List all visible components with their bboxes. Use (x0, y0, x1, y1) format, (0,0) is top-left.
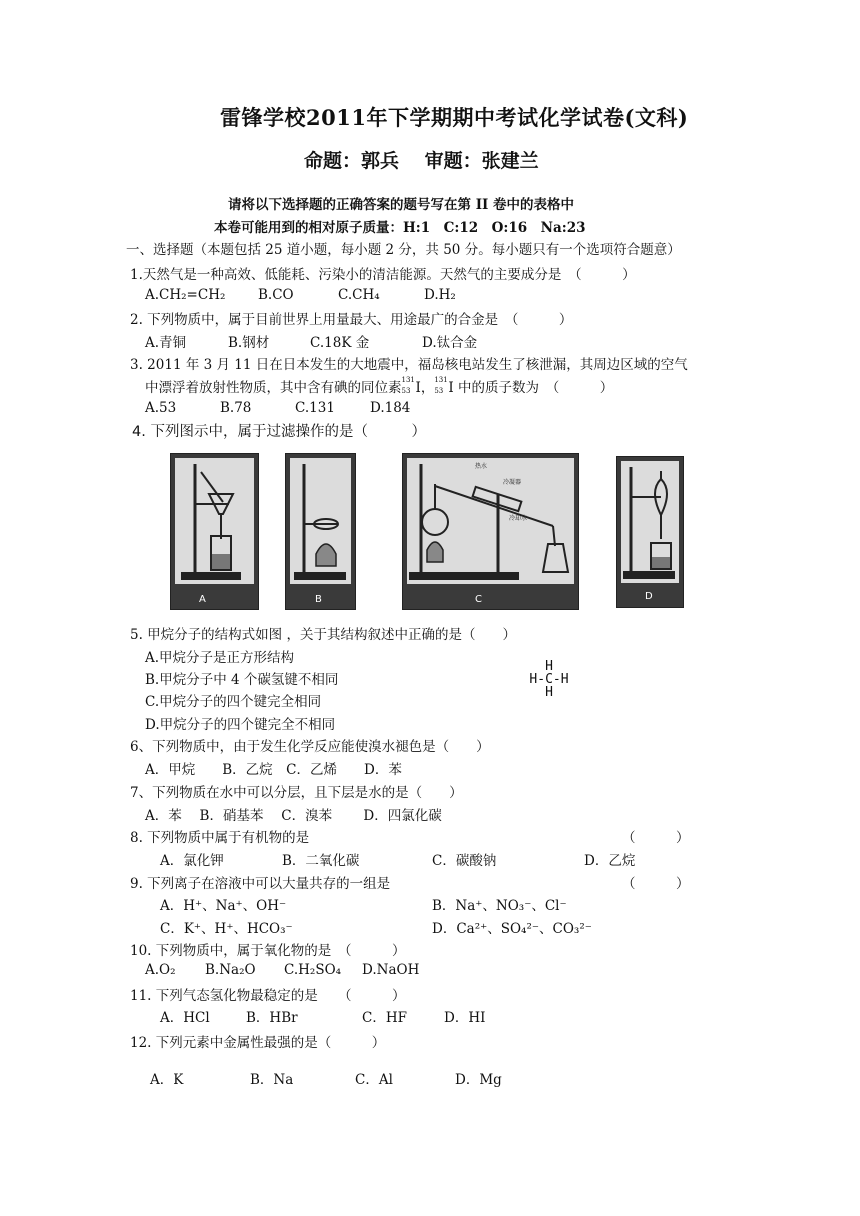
q11-option-b: B．HBr (246, 1010, 298, 1026)
q1-option-a: A.CH₂=CH₂ (145, 287, 226, 303)
q8-option-a: A．氯化钾 (160, 853, 224, 869)
apparatus-photo-d (616, 456, 684, 608)
q9-answer-paren: （ ） (622, 876, 690, 892)
q5-option-b: B.甲烷分子中 4 个碳氢键不相同 (145, 672, 339, 688)
q12-option-c: C．Al (355, 1072, 393, 1088)
q3-option-c: C.131 (295, 400, 335, 416)
q9-option-d: D．Ca²⁺、SO₄²⁻、CO₃²⁻ (432, 921, 592, 937)
q7-stem: 7、下列物质在水中可以分层，且下层是水的是（ ） (130, 785, 463, 801)
q10-option-b: B.Na₂O (205, 962, 256, 978)
q2-stem: 2. 下列物质中，属于目前世界上用量最大、用途最广的合金是 （ ） (130, 312, 573, 328)
note-cooling-water: 冷却水 (509, 515, 528, 522)
q1-stem: 1.天然气是一种高效、低能耗、污染小的清洁能源。天然气的主要成分是 （ ） (130, 267, 636, 283)
q12-option-b: B．Na (250, 1072, 294, 1088)
apparatus-label-c: C (475, 594, 482, 605)
q2-option-b: B.钢材 (228, 335, 270, 351)
q2-option-c: C.18K 金 (310, 335, 370, 351)
q10-option-d: D.NaOH (362, 962, 420, 978)
apparatus-label-a: A (199, 594, 206, 605)
q12-option-d: D．Mg (455, 1072, 502, 1088)
q10-option-c: C.H₂SO₄ (284, 962, 342, 978)
q5-option-d: D.甲烷分子的四个键完全不相同 (145, 717, 336, 733)
q9-option-a: A．H⁺、Na⁺、OH⁻ (160, 898, 287, 914)
q5-option-c: C.甲烷分子的四个键完全相同 (145, 694, 322, 710)
q8-option-c: C．碳酸钠 (432, 853, 497, 869)
q6-stem: 6、下列物质中，由于发生化学反应能使溴水褪色是（ ） (130, 739, 490, 755)
iodine-isotope-notation: 131 53 (401, 376, 415, 395)
q1-option-d: D.H₂ (424, 287, 456, 303)
q2-option-d: D.钛合金 (422, 335, 478, 351)
instruction-line-1: 请将以下选择题的正确答案的题号写在第 II 卷中的表格中 (228, 197, 575, 213)
q6-options: A．甲烷 B．乙烷 C．乙烯 D．苯 (145, 762, 402, 778)
note-condenser: 冷凝器 (503, 479, 522, 486)
q3-option-a: A.53 (145, 400, 177, 416)
q3-stem-line-1: 3. 2011 年 3 月 11 日在日本发生的大地震中，福岛核电站发生了核泄漏，其周边区域的空气 (130, 357, 688, 373)
note-hot-water: 热水 (475, 463, 488, 470)
exam-authors: 命题：郭兵 审题：张建兰 (304, 150, 539, 172)
q11-option-a: A．HCl (160, 1010, 210, 1026)
filtration-apparatus-drawing (171, 454, 258, 609)
separatory-funnel-drawing (617, 457, 683, 607)
q1-option-c: C.CH₄ (338, 287, 380, 303)
q5-stem: 5. 甲烷分子的结构式如图 ，关于其结构叙述中正确的是（ ） (130, 627, 516, 643)
q3-stem-line-2: 中漂浮着放射性物质，其中含有碘的同位素 131 53 I， 131 53 I 中的质子数为 （ ） (145, 376, 614, 396)
q11-option-c: C．HF (362, 1010, 407, 1026)
q3-option-d: D.184 (370, 400, 411, 416)
q8-stem: 8. 下列物质中属于有机物的是 (130, 830, 310, 846)
distillation-apparatus-drawing (403, 454, 578, 609)
q10-option-a: A.O₂ (145, 962, 176, 978)
q12-stem: 12. 下列元素中金属性最强的是（ ） (130, 1035, 386, 1051)
q12-option-a: A．K (150, 1072, 184, 1088)
q8-answer-paren: （ ） (622, 830, 690, 846)
q1-option-b: B.CO (258, 287, 294, 303)
q8-option-d: D．乙烷 (584, 853, 636, 869)
evaporation-apparatus-drawing (286, 454, 355, 609)
exam-title: 雷锋学校2011年下学期期中考试化学试卷(文科) (220, 105, 689, 130)
q11-option-d: D．HI (444, 1010, 486, 1026)
q5-option-a: A.甲烷分子是正方形结构 (145, 650, 295, 666)
q9-option-c: C．K⁺、H⁺、HCO₃⁻ (160, 921, 293, 937)
q8-option-b: B．二氧化碳 (282, 853, 360, 869)
q4-stem: 4. 下列图示中，属于过滤操作的是（ ） (132, 424, 426, 440)
q9-stem: 9. 下列离子在溶液中可以大量共存的一组是 (130, 876, 391, 892)
q10-stem: 10. 下列物质中，属于氧化物的是 （ ） (130, 943, 406, 959)
q9-option-b: B．Na⁺、NO₃⁻、Cl⁻ (432, 898, 567, 914)
methane-structural-formula: H H-C-H H (529, 659, 569, 700)
q7-options: A．苯 B．硝基苯 C．溴苯 D．四氯化碳 (145, 808, 442, 824)
section-heading: 一、选择题（本题包括 25 道小题，每小题 2 分，共 50 分。每小题只有一个选项符合题意） (126, 242, 681, 258)
apparatus-label-d: D (645, 591, 653, 602)
apparatus-photo-a (170, 453, 259, 610)
apparatus-photo-c (402, 453, 579, 610)
q3-option-b: B.78 (220, 400, 252, 416)
apparatus-label-b: B (315, 594, 322, 605)
instruction-line-2: 本卷可能用到的相对原子质量：H:1 C:12 O:16 Na:23 (214, 220, 586, 236)
q11-stem: 11. 下列气态氢化物最稳定的是 （ ） (130, 988, 406, 1004)
apparatus-photo-b (285, 453, 356, 610)
q2-option-a: A.青铜 (145, 335, 187, 351)
